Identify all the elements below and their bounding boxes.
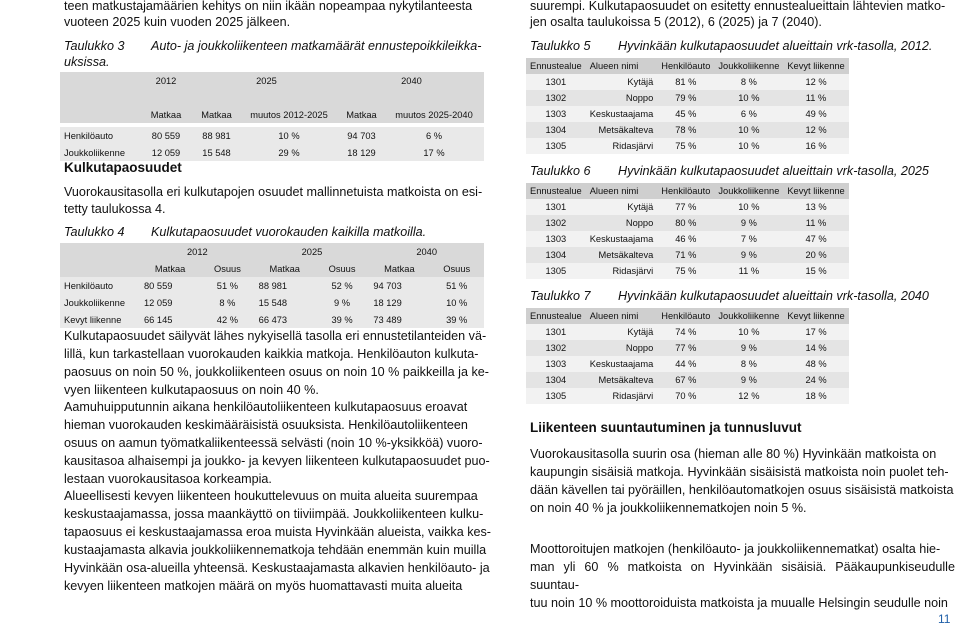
cell: 67 %	[657, 372, 714, 388]
table5-caption	[530, 38, 932, 55]
table-row	[526, 122, 849, 138]
table-row	[526, 231, 849, 247]
subheader: Osuus	[315, 260, 370, 277]
col-header: Henkilöauto	[657, 183, 714, 199]
table6-title: Hyvinkään kulkutapaosuudet alueittain vrk-tasolla, 2025	[618, 164, 929, 178]
table4-label: Taulukko 4	[64, 225, 125, 239]
col-header: Henkilöauto	[657, 58, 714, 74]
cell: Kytäjä	[586, 324, 658, 340]
cell: 1304	[526, 247, 586, 263]
cell: 1301	[526, 74, 586, 90]
para1-line-1: Vuorokausitasolla eri kulkutapojen osuudet mallinnetuista matkoista on esi-	[64, 185, 483, 199]
right-para2-line: man yli 60 % matkoista on Hyvinkään sisäisiä. Pääkaupunkiseudulle suuntau-	[530, 560, 955, 592]
cell: 1304	[526, 372, 586, 388]
cell: 51 %	[429, 277, 484, 294]
cell: 9 %	[714, 340, 783, 356]
cell: 88 981	[255, 277, 315, 294]
cell: 79 %	[657, 90, 714, 106]
para4-line: Hyvinkään osa-alueilla yhteensä. Keskustaajamasta alkavien henkilöauto- ja	[64, 561, 490, 575]
heading-kulkutapaosuudet: Kulkutapaosuudet	[64, 160, 182, 175]
col-header: Kevyt liikenne	[783, 58, 848, 74]
col-header: Ennustealue	[526, 308, 586, 324]
heading-suuntautuminen: Liikenteen suuntautuminen ja tunnusluvut	[530, 420, 802, 435]
right-para1-line: on noin 40 % ja joukkoliikennematkojen noin 5 %.	[530, 501, 807, 515]
col-header: Ennustealue	[526, 58, 586, 74]
table7-label: Taulukko 7	[530, 289, 591, 303]
left-top-line-2: vuoteen 2025 kuin vuoden 2025 jälkeen.	[64, 15, 291, 29]
table-row	[526, 388, 849, 404]
para4-line: tapaosuus ei keskustaajamassa eroa muista Hyvinkään alueista, vaikka kes-	[64, 525, 492, 539]
cell: 6 %	[714, 106, 783, 122]
table6-caption	[530, 163, 929, 180]
cell: 15 548	[255, 294, 315, 311]
cell: Metsäkalteva	[586, 247, 658, 263]
cell: 77 %	[657, 340, 714, 356]
subheader: Matkaa	[140, 260, 200, 277]
cell: 81 %	[657, 74, 714, 90]
cell: Kytäjä	[586, 199, 658, 215]
cell: Noppo	[586, 90, 658, 106]
cell: 9 %	[315, 294, 370, 311]
cell: 44 %	[657, 356, 714, 372]
table-row	[526, 90, 849, 106]
left-top-line-1: teen matkustajamäärien kehitys on niin ikään nopeampaa nykytilanteesta	[64, 0, 473, 13]
table-row	[526, 215, 849, 231]
subheader: Osuus	[429, 260, 484, 277]
cell: 16 %	[783, 138, 848, 154]
right-para2-line: Moottoroitujen matkojen (henkilöauto- ja joukkoliikennematkat) osalta hie-	[530, 542, 941, 556]
right-top-line-1: suurempi. Kulkutapaosuudet on esitetty ennustealueittain lähtevien matko-	[530, 0, 946, 13]
right-para1-line: dään kävellen tai pyöräillen, henkilöautomatkojen osuus sisäisistä matkoista	[530, 483, 954, 497]
cell: 15 %	[783, 263, 848, 279]
cell: 39 %	[315, 311, 370, 328]
table-row	[60, 144, 484, 161]
cell: 10 %	[714, 90, 783, 106]
cell: 10 %	[714, 122, 783, 138]
cell: Kytäjä	[586, 74, 658, 90]
col-header: Kevyt liikenne	[783, 183, 848, 199]
cell: 1303	[526, 356, 586, 372]
col-header: Ennustealue	[526, 183, 586, 199]
year-2025: 2025	[194, 72, 339, 89]
table3-label: Taulukko 3	[64, 39, 125, 53]
cell: 45 %	[657, 106, 714, 122]
cell: 10 %	[239, 127, 339, 144]
right-para2-line: tuu noin 10 % moottoroiduista matkoista ja muualle Helsingin seudulle noin	[530, 596, 948, 610]
cell: 70 %	[657, 388, 714, 404]
cell: 80 559	[138, 127, 194, 144]
cell: 1303	[526, 231, 586, 247]
cell: 17 %	[384, 144, 484, 161]
row-label: Joukkoliikenne	[60, 294, 140, 311]
year-2025: 2025	[255, 243, 370, 260]
table-row	[526, 138, 849, 154]
cell: 12 %	[714, 388, 783, 404]
cell: Noppo	[586, 215, 658, 231]
cell: 78 %	[657, 122, 714, 138]
subheader: muutos 2025-2040	[384, 106, 484, 123]
cell: 1302	[526, 215, 586, 231]
table3-title: Auto- ja joukkoliikenteen matkamäärät ennustepoikkileikka-	[151, 39, 482, 53]
table3	[60, 72, 484, 161]
para4-line: kevyen liikenteen matkojen määrä on myös huomattavasti muita alueita	[64, 579, 463, 593]
cell: 14 %	[783, 340, 848, 356]
cell: 11 %	[783, 215, 848, 231]
cell: 10 %	[714, 138, 783, 154]
table-row	[526, 372, 849, 388]
table7-title: Hyvinkään kulkutapaosuudet alueittain vrk-tasolla, 2040	[618, 289, 929, 303]
para3	[64, 398, 492, 488]
subheader: Matkaa	[138, 106, 194, 123]
table3-title-cont: uksissa.	[64, 55, 110, 69]
table5	[526, 58, 849, 154]
cell: 47 %	[783, 231, 848, 247]
table-row	[526, 74, 849, 90]
table5-title: Hyvinkään kulkutapaosuudet alueittain vrk-tasolla, 2012.	[618, 39, 933, 53]
cell: 66 473	[255, 311, 315, 328]
right-para1	[530, 445, 955, 517]
cell: 8 %	[714, 356, 783, 372]
right-para1-line: kaupungin sisäisiä matkoja. Hyvinkään sisäisistä matkoista noin puolet teh-	[530, 465, 949, 479]
table5-label: Taulukko 5	[530, 39, 591, 53]
subheader: Matkaa	[369, 260, 429, 277]
cell: 1301	[526, 199, 586, 215]
para4-line: Alueellisesti kevyen liikenteen houkuttelevuus on muita alueita suurempaa	[64, 489, 478, 503]
right-para2	[530, 540, 955, 612]
cell: 1305	[526, 388, 586, 404]
subheader: muutos 2012-2025	[239, 106, 339, 123]
para4-line: keskustaajamassa, jossa maankäyttö on tiiviimpää. Joukkoliikenteen kulku-	[64, 507, 484, 521]
row-label: Kevyt liikenne	[60, 311, 140, 328]
cell: Keskustaajama	[586, 106, 658, 122]
para2-line: Kulkutapaosuudet säilyvät lähes nykyisellä tasolla eri ennustetilanteiden vä-	[64, 329, 487, 343]
cell: 1305	[526, 263, 586, 279]
row-label: Henkilöauto	[60, 277, 140, 294]
year-2012: 2012	[138, 72, 194, 89]
para3-line: hieman vuorokauden keskimääräisistä osuuksista. Henkilöautoliikenteen	[64, 418, 468, 432]
cell: 17 %	[783, 324, 848, 340]
table-row	[526, 324, 849, 340]
cell: Ridasjärvi	[586, 263, 658, 279]
cell: 20 %	[783, 247, 848, 263]
cell: 10 %	[429, 294, 484, 311]
para3-line: kausitasoa alhaisempi ja joukko- ja kevyen liikenteen kulkutapaosuudet puo-	[64, 454, 490, 468]
cell: 71 %	[657, 247, 714, 263]
table-row	[526, 263, 849, 279]
cell: Noppo	[586, 340, 658, 356]
cell: 1301	[526, 324, 586, 340]
table-row	[526, 247, 849, 263]
table-row	[526, 356, 849, 372]
table-row	[526, 106, 849, 122]
cell: 18 129	[339, 144, 384, 161]
year-2012: 2012	[140, 243, 255, 260]
cell: 7 %	[714, 231, 783, 247]
subheader: Matkaa	[255, 260, 315, 277]
para4	[64, 487, 492, 595]
col-header: Alueen nimi	[586, 58, 658, 74]
page-number: 11	[938, 612, 951, 626]
cell: Keskustaajama	[586, 356, 658, 372]
cell: 18 %	[783, 388, 848, 404]
cell: 1302	[526, 90, 586, 106]
para4-line: kustaajamasta alkavia joukkoliikennematkoja tehdään enemmän kuin muilla	[64, 543, 487, 557]
table4-title: Kulkutapaosuudet vuorokauden kaikilla matkoilla.	[151, 225, 427, 239]
cell: 9 %	[714, 215, 783, 231]
cell: 8 %	[200, 294, 255, 311]
cell: 52 %	[315, 277, 370, 294]
cell: 12 059	[140, 294, 200, 311]
cell: 88 981	[194, 127, 239, 144]
cell: 12 %	[783, 74, 848, 90]
cell: 24 %	[783, 372, 848, 388]
cell: 39 %	[429, 311, 484, 328]
table-row	[526, 199, 849, 215]
cell: 1303	[526, 106, 586, 122]
table-row	[60, 311, 484, 328]
cell: 13 %	[783, 199, 848, 215]
cell: 46 %	[657, 231, 714, 247]
cell: 51 %	[200, 277, 255, 294]
cell: 49 %	[783, 106, 848, 122]
cell: 12 %	[783, 122, 848, 138]
subheader: Osuus	[200, 260, 255, 277]
row-label: Joukkoliikenne	[60, 144, 138, 161]
table-row	[526, 340, 849, 356]
col-header: Joukkoliikenne	[714, 183, 783, 199]
para3-line: osuus on aamun työmatkaliikenteessä selvästi (noin 10 %-yksikköä) vuoro-	[64, 436, 483, 450]
cell: 74 %	[657, 324, 714, 340]
cell: 75 %	[657, 138, 714, 154]
cell: Keskustaajama	[586, 231, 658, 247]
year-2040: 2040	[369, 243, 484, 260]
table3-caption	[64, 38, 481, 55]
col-header: Joukkoliikenne	[714, 58, 783, 74]
cell: 29 %	[239, 144, 339, 161]
col-header: Alueen nimi	[586, 308, 658, 324]
table6	[526, 183, 849, 279]
table6-label: Taulukko 6	[530, 164, 591, 178]
subheader: Matkaa	[194, 106, 239, 123]
cell: 73 489	[369, 311, 429, 328]
right-top-line-2: jen osalta taulukoissa 5 (2012), 6 (2025) ja 7 (2040).	[530, 15, 822, 29]
cell: 75 %	[657, 263, 714, 279]
right-para1-line: Vuorokausitasolla suurin osa (hieman alle 80 %) Hyvinkään matkoista on	[530, 447, 937, 461]
para2-line: vyen liikenteen kulkutapaosuus on noin 40 %.	[64, 383, 319, 397]
cell: 18 129	[369, 294, 429, 311]
para2-line: paosuus on noin 50 %, joukkoliikenteen osuus on noin 10 % paikkeilla ja ke-	[64, 365, 489, 379]
col-header: Alueen nimi	[586, 183, 658, 199]
cell: 11 %	[783, 90, 848, 106]
cell: Ridasjärvi	[586, 388, 658, 404]
cell: 48 %	[783, 356, 848, 372]
table-row	[60, 127, 484, 144]
cell: 15 548	[194, 144, 239, 161]
table4	[60, 243, 484, 328]
col-header: Kevyt liikenne	[783, 308, 848, 324]
cell: 1302	[526, 340, 586, 356]
para3-line: lestaan vuorokausitasoa korkeampia.	[64, 472, 272, 486]
cell: 80 559	[140, 277, 200, 294]
cell: 80 %	[657, 215, 714, 231]
table7	[526, 308, 849, 404]
subheader: Matkaa	[339, 106, 384, 123]
cell: 10 %	[714, 324, 783, 340]
cell: 9 %	[714, 247, 783, 263]
cell: 1305	[526, 138, 586, 154]
cell: 94 703	[339, 127, 384, 144]
table4-caption	[64, 224, 426, 241]
table-row	[60, 277, 484, 294]
cell: 94 703	[369, 277, 429, 294]
para3-line: Aamuhuipputunnin aikana henkilöautoliikenteen kulkutapaosuus eroavat	[64, 400, 468, 414]
cell: 77 %	[657, 199, 714, 215]
year-2040: 2040	[339, 72, 484, 89]
cell: 12 059	[138, 144, 194, 161]
para2	[64, 327, 492, 399]
col-header: Henkilöauto	[657, 308, 714, 324]
table7-caption	[530, 288, 929, 305]
cell: Metsäkalteva	[586, 122, 658, 138]
cell: 1304	[526, 122, 586, 138]
cell: 11 %	[714, 263, 783, 279]
cell: 66 145	[140, 311, 200, 328]
para1-line-2: tetty taulukossa 4.	[64, 202, 166, 216]
cell: 10 %	[714, 199, 783, 215]
cell: 6 %	[384, 127, 484, 144]
cell: Metsäkalteva	[586, 372, 658, 388]
cell: 42 %	[200, 311, 255, 328]
para2-line: lillä, kun tarkastellaan vuorokauden kaikkia matkoja. Henkilöauton kulkuta-	[64, 347, 479, 361]
col-header: Joukkoliikenne	[714, 308, 783, 324]
cell: 8 %	[714, 74, 783, 90]
cell: 9 %	[714, 372, 783, 388]
cell: Ridasjärvi	[586, 138, 658, 154]
table3-caption-cont	[64, 54, 110, 71]
table-row	[60, 294, 484, 311]
row-label: Henkilöauto	[60, 127, 138, 144]
